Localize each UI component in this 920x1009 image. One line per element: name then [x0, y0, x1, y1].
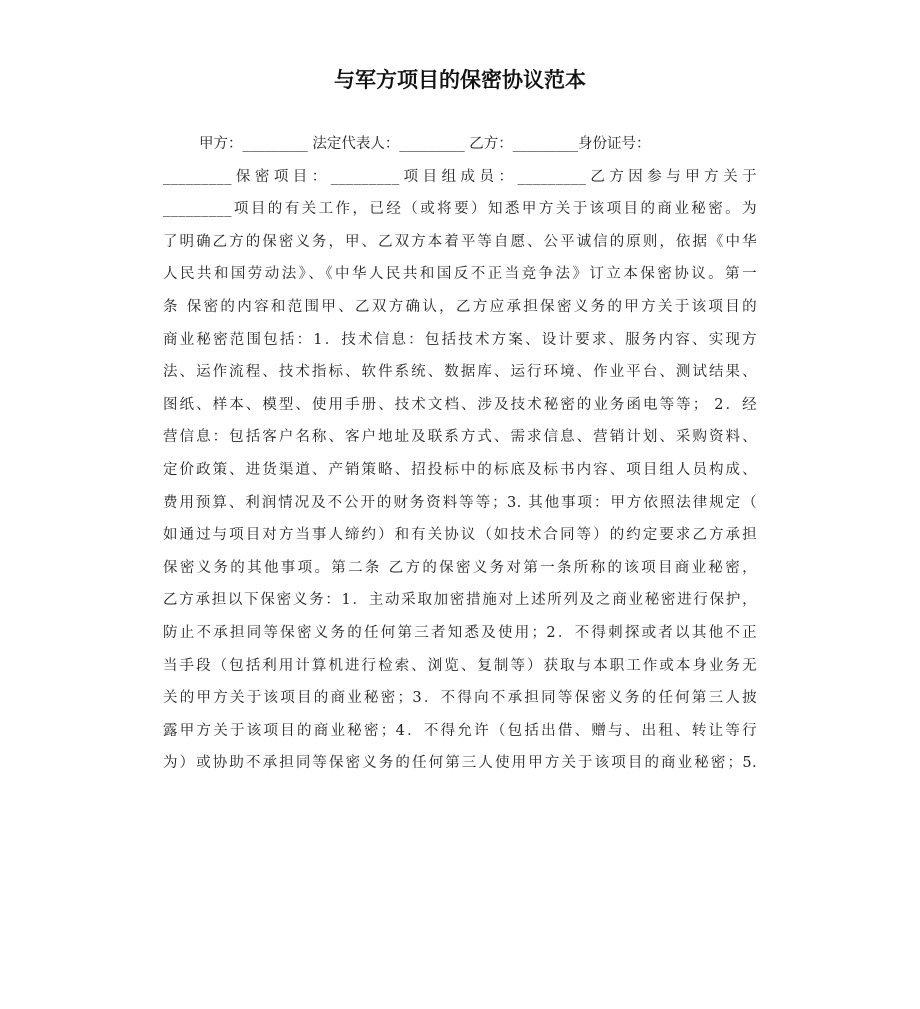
body-line: 防止不承担同等保密义务的任何第三者知悉及使用；2．不得刺探或者以其他不正	[163, 624, 757, 641]
body-line: _________项目的有关工作，已经（或将要）知悉甲方关于该项目的商业秘密。为	[163, 201, 757, 218]
document-body	[163, 128, 757, 780]
body-line: 甲方：_________ 法定代表人：_________ 乙方：_________身份证号：	[199, 136, 651, 152]
body-line: 费用预算、利润情况及不公开的财务资料等等；3. 其他事项：甲方依照法律规定（	[163, 494, 757, 511]
body-line: 当手段（包括利用计算机进行检索、浏览、复制等）获取与本职工作或本身业务无	[163, 657, 757, 674]
document-title: 与军方项目的保密协议范本	[334, 68, 586, 92]
body-line: 如通过与项目对方当事人缔约）和有关协议（如技术合同等）的约定要求乙方承担	[163, 527, 757, 544]
body-line: 关的甲方关于该项目的商业秘密；3．不得向不承担同等保密义务的任何第三人披	[163, 690, 757, 707]
body-line: 法、运作流程、技术指标、软件系统、数据库、运行环境、作业平台、测试结果、	[163, 364, 757, 381]
body-line: 露甲方关于该项目的商业秘密；4．不得允许（包括出借、赠与、出租、转让等行	[163, 722, 757, 739]
body-line: 条 保密的内容和范围甲、乙双方确认，乙方应承担保密义务的甲方关于该项目的	[163, 298, 757, 315]
body-line: _________保密项目：_________项目组成员：_________乙方因参与甲方关于	[163, 168, 757, 185]
body-line: 营信息：包括客户名称、客户地址及联系方式、需求信息、营销计划、采购资料、	[163, 429, 757, 446]
body-line: 定价政策、进货渠道、产销策略、招投标中的标底及标书内容、项目组人员构成、	[163, 461, 757, 478]
body-line: 图纸、样本、模型、使用手册、技术文档、涉及技术秘密的业务函电等等； 2．经	[163, 396, 757, 413]
body-line: 了明确乙方的保密义务，甲、乙双方本着平等自愿、公平诚信的原则，依据《中华	[163, 233, 757, 250]
body-line: 为）或协助不承担同等保密义务的任何第三人使用甲方关于该项目的商业秘密；5.	[163, 755, 757, 772]
body-line: 商业秘密范围包括：1．技术信息：包括技术方案、设计要求、服务内容、实现方	[163, 331, 757, 348]
body-line: 人民共和国劳动法》、《中华人民共和国反不正当竞争法》订立本保密协议。第一	[163, 266, 757, 283]
body-line: 乙方承担以下保密义务：1．主动采取加密措施对上述所列及之商业秘密进行保护，	[163, 592, 757, 609]
body-line: 保密义务的其他事项。第二条 乙方的保密义务对第一条所称的该项目商业秘密，	[163, 559, 757, 576]
